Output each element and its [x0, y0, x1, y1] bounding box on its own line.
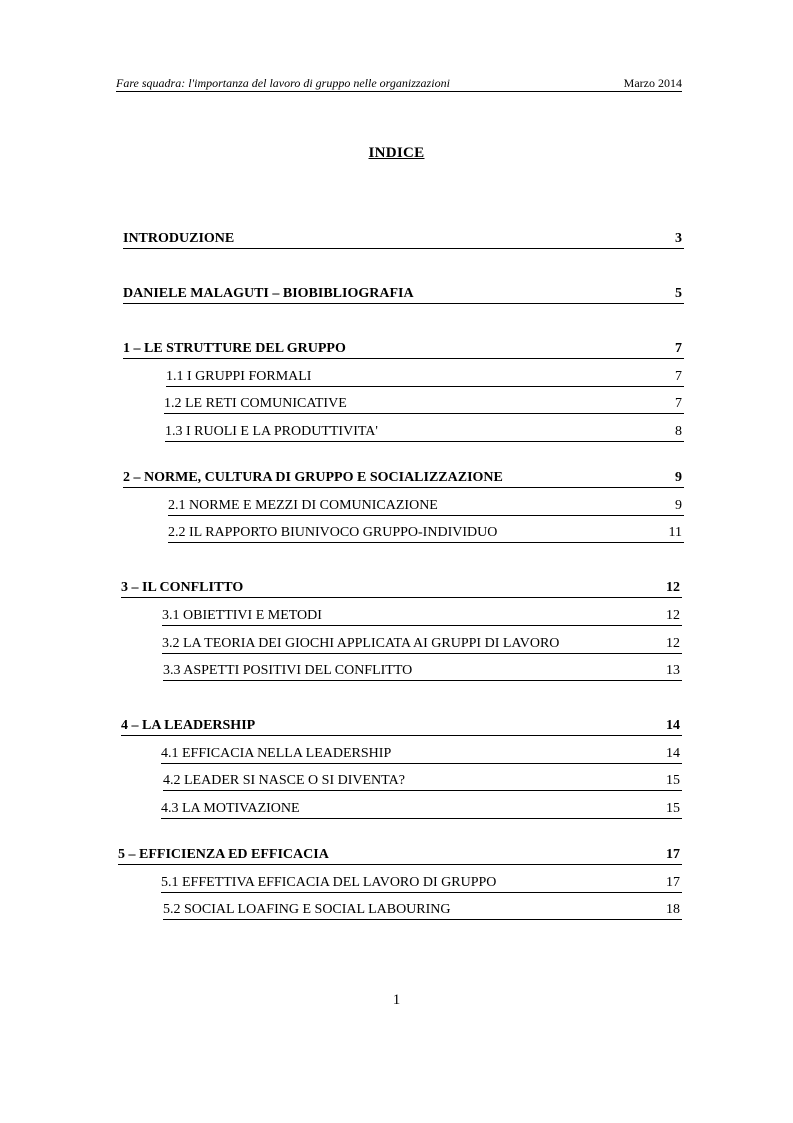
- toc-entry-chapter-2[interactable]: [123, 470, 684, 488]
- toc-entry-section-2-1[interactable]: [168, 498, 684, 516]
- toc-entry-label: 1 – LE STRUTTURE DEL GRUPPO: [123, 341, 346, 356]
- page-title: INDICE: [368, 145, 425, 161]
- toc-entry-label: 4.2 LEADER SI NASCE O SI DIVENTA?: [163, 773, 405, 788]
- toc-entry-label: 2.1 NORME E MEZZI DI COMUNICAZIONE: [168, 498, 438, 513]
- header-date: Marzo 2014: [623, 76, 682, 90]
- toc-entry-label: 1.2 LE RETI COMUNICATIVE: [164, 396, 347, 411]
- running-header: [116, 76, 682, 92]
- toc-entry-page: 18: [666, 902, 680, 917]
- toc-entry-section-4-3[interactable]: [161, 801, 682, 819]
- toc-entry-page: 9: [675, 498, 682, 513]
- toc-entry-chapter-1[interactable]: [123, 341, 684, 359]
- toc-entry-page: 15: [666, 773, 680, 788]
- toc-entry-chapter-3[interactable]: [121, 580, 682, 598]
- toc-entry-section-3-2[interactable]: [162, 636, 682, 654]
- toc-entry-chapter-5[interactable]: [118, 847, 682, 865]
- toc-entry-label: 5.1 EFFETTIVA EFFICACIA DEL LAVORO DI GRUPPO: [161, 875, 497, 890]
- toc-entry-label: DANIELE MALAGUTI – BIOBIBLIOGRAFIA: [123, 286, 414, 301]
- toc-entry-label: 4.3 LA MOTIVAZIONE: [161, 801, 300, 816]
- toc-entry-introduzione[interactable]: [123, 231, 684, 249]
- toc-entry-label: 4.1 EFFICACIA NELLA LEADERSHIP: [161, 746, 392, 761]
- toc-entry-page: 17: [666, 875, 680, 890]
- toc-entry-page: 12: [666, 608, 680, 623]
- toc-entry-page: 5: [675, 286, 682, 301]
- toc-entry-section-5-1[interactable]: [161, 875, 682, 893]
- toc-entry-label: 5 – EFFICIENZA ED EFFICACIA: [118, 847, 329, 862]
- header-title: Fare squadra: l'importanza del lavoro di gruppo nelle organizzazioni: [116, 76, 450, 90]
- toc-entry-label: 4 – LA LEADERSHIP: [121, 718, 256, 733]
- toc-entry-page: 11: [668, 525, 682, 540]
- toc-entry-page: 13: [666, 663, 680, 678]
- toc-entry-page: 8: [675, 424, 682, 439]
- toc-entry-section-1-3[interactable]: [165, 424, 684, 442]
- toc-entry-section-1-1[interactable]: [166, 369, 684, 387]
- toc-entry-chapter-4[interactable]: [121, 718, 682, 736]
- toc-entry-page: 3: [675, 231, 682, 246]
- toc-entry-page: 14: [666, 746, 680, 761]
- toc-entry-page: 7: [675, 341, 682, 356]
- toc-entry-section-3-1[interactable]: [162, 608, 682, 626]
- toc-entry-label: INTRODUZIONE: [123, 231, 235, 246]
- toc-entry-section-3-3[interactable]: [163, 663, 682, 681]
- toc-entry-label: 5.2 SOCIAL LOAFING E SOCIAL LABOURING: [163, 902, 451, 917]
- toc-entry-page: 12: [666, 580, 680, 595]
- toc-entry-page: 7: [675, 396, 682, 411]
- toc-entry-label: 2 – NORME, CULTURA DI GRUPPO E SOCIALIZZAZIONE: [123, 470, 503, 485]
- page-number: 1: [392, 992, 401, 1008]
- toc-entry-section-4-1[interactable]: [161, 746, 682, 764]
- toc-entry-label: 3 – IL CONFLITTO: [121, 580, 244, 595]
- toc-entry-label: 2.2 IL RAPPORTO BIUNIVOCO GRUPPO-INDIVIDUO: [168, 525, 498, 540]
- toc-entry-page: 9: [675, 470, 682, 485]
- toc-entry-biobibliografia[interactable]: [123, 286, 684, 304]
- toc-entry-section-5-2[interactable]: [163, 902, 682, 920]
- toc-entry-label: 3.1 OBIETTIVI E METODI: [162, 608, 322, 623]
- toc-entry-page: 14: [666, 718, 680, 733]
- toc-entry-label: 3.2 LA TEORIA DEI GIOCHI APPLICATA AI GRUPPI DI LAVORO: [162, 636, 560, 651]
- toc-entry-section-1-2[interactable]: [164, 396, 684, 414]
- toc-entry-label: 1.1 I GRUPPI FORMALI: [166, 369, 312, 384]
- toc-entry-page: 12: [666, 636, 680, 651]
- toc-entry-section-4-2[interactable]: [163, 773, 682, 791]
- toc-entry-page: 17: [666, 847, 680, 862]
- toc-entry-page: 15: [666, 801, 680, 816]
- toc-entry-label: 3.3 ASPETTI POSITIVI DEL CONFLITTO: [163, 663, 413, 678]
- toc-entry-page: 7: [675, 369, 682, 384]
- toc-entry-label: 1.3 I RUOLI E LA PRODUTTIVITA': [165, 424, 378, 439]
- toc-entry-section-2-2[interactable]: [168, 525, 684, 543]
